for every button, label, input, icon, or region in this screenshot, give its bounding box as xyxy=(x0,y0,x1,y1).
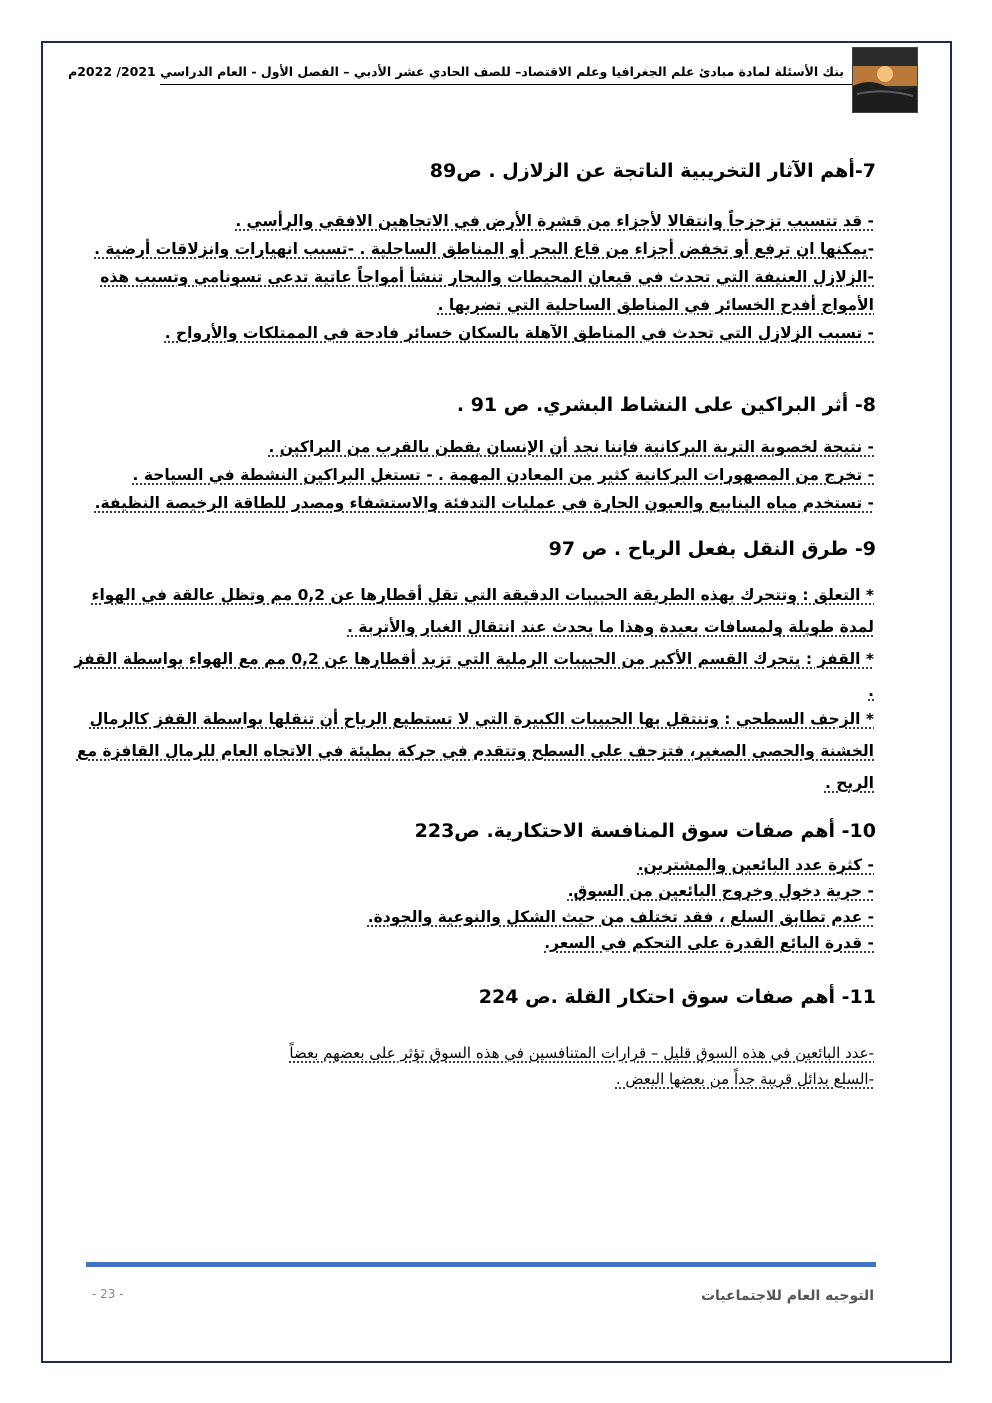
header-title: بنك الأسئلة لمادة مبادئ علم الجغرافيا وعلم الاقتصاد– للصف الحادي عشر الأدبي – الفصل الأول - العام الدراسي 2021/ 2022م xyxy=(68,64,844,79)
footer-bar xyxy=(86,1262,876,1267)
section-line: - قدرة البائع القدرة على التحكم في السعر. xyxy=(544,934,874,952)
section-heading: 9- طرق النقل بفعل الرياح . ص 97 xyxy=(548,538,876,560)
section-line: . xyxy=(868,682,874,700)
section-line: الأمواج أفدح الخسائر في المناطق الساحلية التي تضربها . xyxy=(437,296,874,314)
section-line: * التعلق : وتتحرك بهذه الطريقة الحبيبات الدقيقة التي تقل أقطارها عن 0,2 مم وتظل عالقة في الهواء xyxy=(91,586,874,604)
section-line: - كثرة عدد البائعين والمشترين. xyxy=(637,856,874,874)
section-line: - حرية دخول وخروج البائعين من السوق. xyxy=(567,882,874,900)
logo-image xyxy=(852,47,918,113)
page-number: - 23 - xyxy=(92,1287,124,1301)
section-line: * القفز : يتحرك القسم الأكبر من الحبيبات الرملية التي تزيد أقطارها عن 0,2 مم مع الهواء بواسطة القفز xyxy=(74,650,874,668)
section-line: - قد تتسبب تزحزحاً وانتقالا لأجزاء من قشرة الأرض في الاتجاهين الافقي والرأسي . xyxy=(235,212,874,230)
section-heading: 10- أهم صفات سوق المنافسة الاحتكارية. ص223 xyxy=(414,820,876,842)
section-line: -السلع بدائل قريبة جداً من بعضها البعض . xyxy=(615,1070,874,1088)
section-line: - نتيجة لخصوبة التربة البركانية فإننا نجد أن الإنسان يقطن بالقرب من البراكين . xyxy=(268,438,874,456)
section-line: - تخرج من المصهورات البركانية كثير من المعادن المهمة . - تستغل البراكين النشطة في السياحة . xyxy=(132,466,874,484)
section-line: * الزحف السطحي : وتنتقل بها الحبيبات الكبيرة التي لا تستطيع الرياح أن تنقلها بواسطة القفز كالرمال xyxy=(89,710,874,728)
section-line: -عدد البائعين في هذه السوق قليل – قرارات المتنافسين في هذه السوق تؤثر على بعضهم بعضاً xyxy=(289,1044,874,1062)
section-line: لمدة طويلة ولمسافات بعيدة وهذا ما يحدث عند انتقال الغبار والأتربة . xyxy=(347,618,874,636)
section-heading: 11- أهم صفات سوق احتكار القلة .ص 224 xyxy=(478,986,876,1008)
section-line: -يمكنها ان ترفع أو تخفض أجزاء من قاع البحر أو المناطق الساحلية . -تسبب انهيارات وانزلاقات أرضية . xyxy=(94,240,874,258)
section-heading: 7-أهم الآثار التخريبية الناتجة عن الزلازل . ص89 xyxy=(429,160,876,182)
section-line: الريح . xyxy=(824,774,874,792)
section-line: الخشنة والحصى الصغير، فتزحف على السطح وتتقدم في حركة بطيئة في الاتجاه العام للرمال القافزة مع xyxy=(76,742,874,760)
section-line: -الزلازل العنيفة التي تحدث في قيعان المحيطات والبحار تنشأ أمواجاً عاتية تدعى تسونامي وتسبب هذه xyxy=(100,268,874,286)
section-line: - عدم تطابق السلع ، فقد تختلف من حيث الشكل والنوعية والجودة. xyxy=(367,908,874,926)
section-line: - تسبب الزلازل التي تحدث في المناطق الآهلة بالسكان خسائر فادحة في الممتلكات والأرواح . xyxy=(164,324,874,342)
section-heading: 8- أثر البراكين على النشاط البشري. ص 91 . xyxy=(456,394,876,416)
section-line: - تستخدم مياه الينابيع والعيون الحارة في عمليات التدفئة والاستشفاء ومصدر للطاقة الرخيصة النظيفة. xyxy=(94,494,874,512)
header-divider xyxy=(160,84,852,85)
footer-label: التوجيه العام للاجتماعيات xyxy=(700,1288,874,1304)
